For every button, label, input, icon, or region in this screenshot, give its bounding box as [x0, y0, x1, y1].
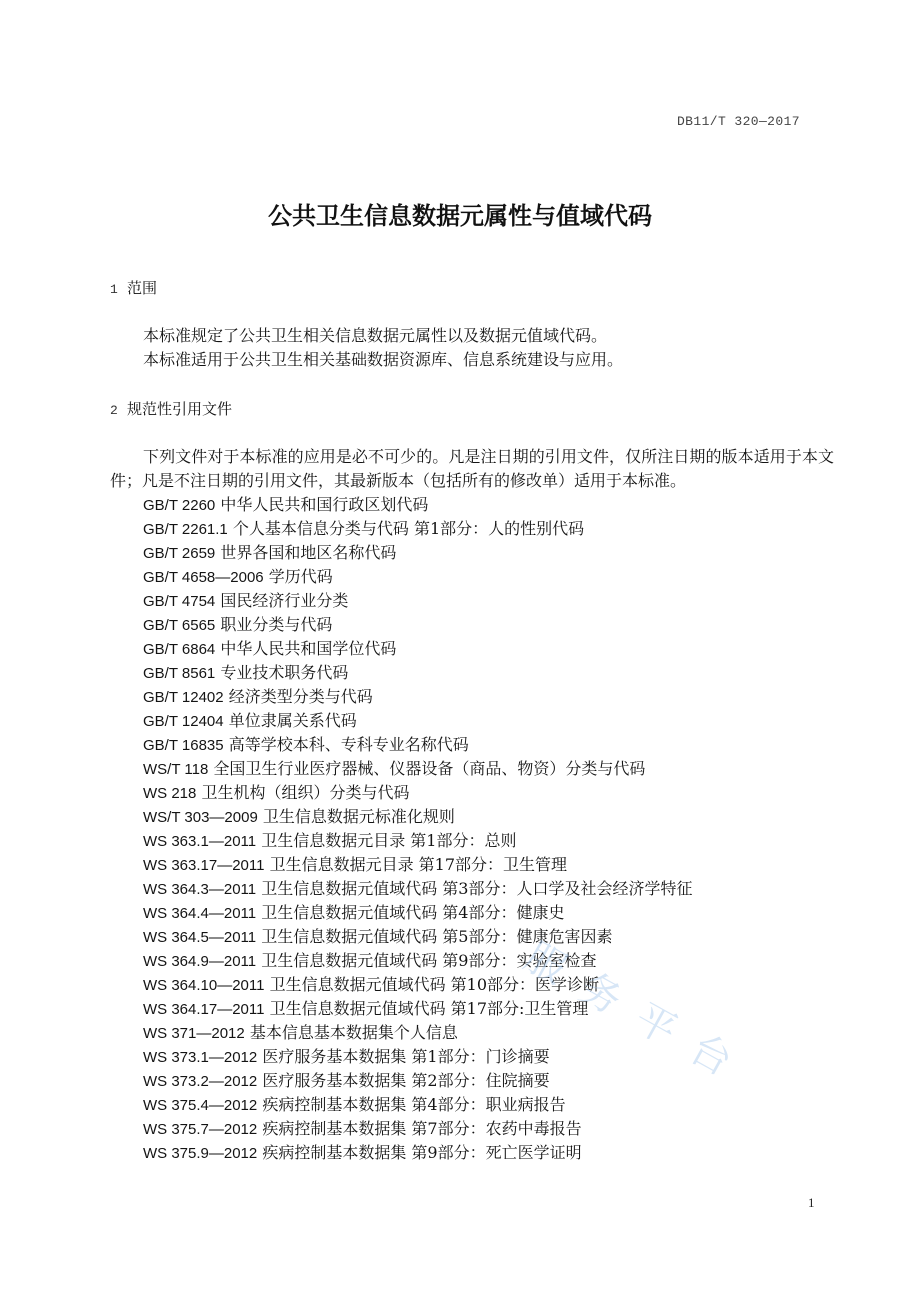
reference-item: [110, 829, 834, 853]
reference-title: 疾病控制基本数据集 第9部分：死亡医学证明: [262, 1143, 582, 1162]
reference-code: WS 363.17—2011: [143, 857, 265, 874]
section-title: 范围: [127, 280, 158, 297]
reference-title: 医疗服务基本数据集 第2部分：住院摘要: [262, 1071, 550, 1090]
reference-item: [110, 661, 834, 685]
reference-title: 全国卫生行业医疗器械、仪器设备（商品、物资）分类与代码: [213, 759, 646, 778]
reference-title: 卫生信息数据元标准化规则: [262, 807, 455, 826]
reference-item: [110, 1069, 834, 1093]
document-code: DB11/T 320—2017: [676, 114, 800, 129]
reference-title: 基本信息基本数据集个人信息: [249, 1023, 458, 1042]
reference-title: 经济类型分类与代码: [228, 687, 373, 706]
watermark: 服务平台: [517, 934, 760, 1096]
section-title: 规范性引用文件: [127, 401, 233, 418]
paragraph: 下列文件对于本标准的应用是必不可少的。凡是注日期的引用文件，仅所注日期的版本适用于本文件；凡是不注日期的引用文件，其最新版本（包括所有的修改单）适用于本标准。: [110, 447, 834, 490]
paragraph: 本标准适用于公共卫生相关基础数据资源库、信息系统建设与应用。: [143, 350, 624, 369]
reference-item: [110, 613, 834, 637]
reference-code: GB/T 2260: [143, 497, 216, 514]
reference-item: [110, 877, 834, 901]
reference-title: 卫生信息数据元值域代码 第4部分：健康史: [261, 903, 565, 922]
reference-title: 卫生信息数据元值域代码 第3部分：人口学及社会经济学特征: [261, 879, 693, 898]
reference-item: [110, 637, 834, 661]
section-heading-scope: [110, 277, 157, 302]
reference-title: 卫生信息数据元值域代码 第17部分:卫生管理: [269, 999, 589, 1018]
normative-references-body: [110, 445, 834, 1165]
reference-code: GB/T 2261.1: [143, 521, 228, 538]
reference-code: GB/T 2659: [143, 545, 216, 562]
reference-code: WS 375.4—2012: [143, 1097, 258, 1114]
reference-title: 卫生信息数据元值域代码 第10部分：医学诊断: [269, 975, 600, 994]
section-number: 1: [110, 282, 118, 297]
reference-item: [110, 1093, 834, 1117]
reference-item: [110, 925, 834, 949]
reference-code: WS 373.1—2012: [143, 1049, 258, 1066]
reference-code: GB/T 8561: [143, 665, 216, 682]
reference-list: [110, 493, 834, 1165]
reference-title: 卫生信息数据元目录 第1部分：总则: [261, 831, 517, 850]
reference-item: [110, 733, 834, 757]
reference-item: [110, 853, 834, 877]
reference-item: [110, 589, 834, 613]
reference-code: WS 364.4—2011: [143, 905, 257, 922]
reference-title: 医疗服务基本数据集 第1部分：门诊摘要: [262, 1047, 550, 1066]
reference-code: WS 364.17—2011: [143, 1001, 265, 1018]
reference-code: GB/T 6864: [143, 641, 216, 658]
reference-title: 中华人民共和国行政区划代码: [220, 495, 429, 514]
reference-title: 学历代码: [268, 567, 333, 586]
reference-item: [110, 685, 834, 709]
reference-title: 疾病控制基本数据集 第4部分：职业病报告: [262, 1095, 566, 1114]
reference-title: 卫生机构（组织）分类与代码: [201, 783, 410, 802]
reference-code: WS 363.1—2011: [143, 833, 257, 850]
reference-item: [110, 781, 834, 805]
reference-item: [110, 709, 834, 733]
reference-code: WS 364.9—2011: [143, 953, 257, 970]
reference-code: WS 364.10—2011: [143, 977, 265, 994]
reference-item: [110, 1141, 834, 1165]
reference-title: 专业技术职务代码: [220, 663, 349, 682]
reference-code: WS 371—2012: [143, 1025, 245, 1042]
section-heading-normative-references: [110, 398, 232, 423]
reference-title: 世界各国和地区名称代码: [220, 543, 397, 562]
reference-title: 中华人民共和国学位代码: [220, 639, 397, 658]
reference-code: WS 375.7—2012: [143, 1121, 258, 1138]
reference-title: 高等学校本科、专科专业名称代码: [228, 735, 469, 754]
reference-title: 卫生信息数据元值域代码 第9部分：实验室检查: [261, 951, 597, 970]
reference-code: GB/T 4754: [143, 593, 216, 610]
reference-item: [110, 565, 834, 589]
reference-title: 个人基本信息分类与代码 第1部分：人的性别代码: [232, 519, 585, 538]
reference-item: [110, 517, 834, 541]
reference-title: 国民经济行业分类: [220, 591, 349, 610]
reference-code: GB/T 12404: [143, 713, 224, 730]
reference-title: 卫生信息数据元目录 第17部分：卫生管理: [269, 855, 568, 874]
reference-code: GB/T 4658—2006: [143, 569, 264, 586]
reference-code: WS/T 118: [143, 761, 209, 778]
reference-item: [110, 1117, 834, 1141]
reference-item: [110, 997, 834, 1021]
reference-item: [110, 805, 834, 829]
reference-item: [110, 541, 834, 565]
reference-code: WS 364.5—2011: [143, 929, 257, 946]
section-number: 2: [110, 403, 118, 418]
reference-code: GB/T 6565: [143, 617, 216, 634]
reference-title: 职业分类与代码: [220, 615, 333, 634]
reference-item: [110, 757, 834, 781]
reference-item: [110, 1045, 834, 1069]
reference-title: 疾病控制基本数据集 第7部分：农药中毒报告: [262, 1119, 582, 1138]
reference-item: [110, 493, 834, 517]
reference-item: [110, 973, 834, 997]
reference-code: GB/T 16835: [143, 737, 224, 754]
reference-code: WS 364.3—2011: [143, 881, 257, 898]
reference-code: WS 373.2—2012: [143, 1073, 258, 1090]
reference-item: [110, 1021, 834, 1045]
reference-code: GB/T 12402: [143, 689, 224, 706]
scope-body: [110, 324, 834, 372]
page-number: 1: [808, 1195, 815, 1210]
reference-title: 卫生信息数据元值域代码 第5部分：健康危害因素: [261, 927, 613, 946]
reference-code: WS 218: [143, 785, 197, 802]
reference-code: WS 375.9—2012: [143, 1145, 258, 1162]
paragraph: 本标准规定了公共卫生相关信息数据元属性以及数据元值域代码。: [143, 326, 608, 345]
document-title: 公共卫生信息数据元属性与值域代码: [268, 203, 652, 230]
reference-item: [110, 949, 834, 973]
reference-title: 单位隶属关系代码: [228, 711, 357, 730]
reference-code: WS/T 303—2009: [143, 809, 258, 826]
reference-item: [110, 901, 834, 925]
